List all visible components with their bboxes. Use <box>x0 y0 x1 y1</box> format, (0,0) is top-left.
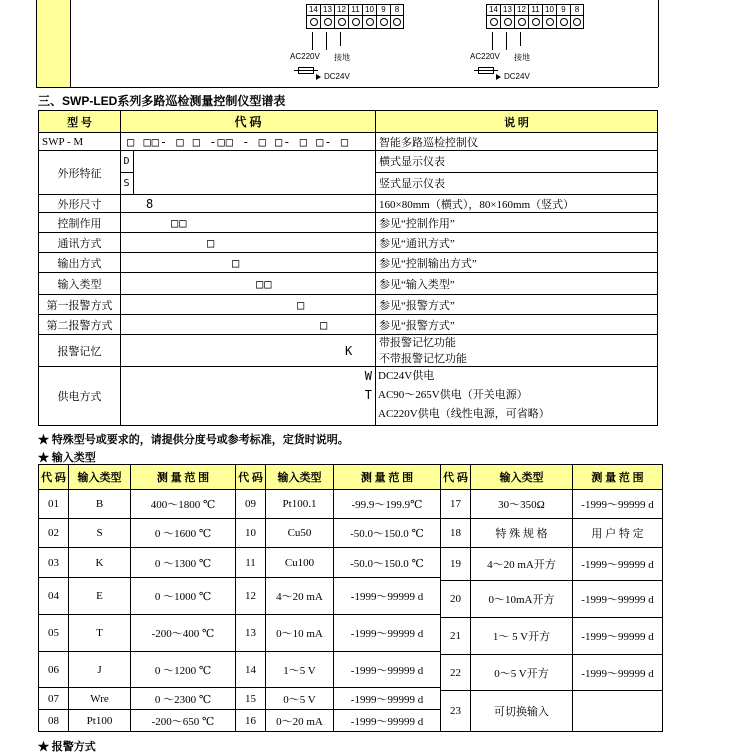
terminal-number: 14 <box>486 4 500 16</box>
cell-type: Pt100.1 <box>266 490 334 519</box>
note-alarm-type: ★ 报警方式 <box>38 741 96 753</box>
col-header-type: 输入类型 <box>266 465 334 490</box>
table-row <box>236 490 441 519</box>
cell-code: 17 <box>441 490 471 519</box>
cell-type: S <box>69 519 131 548</box>
terminal-screw-icon <box>352 18 360 26</box>
cell-type: 特 殊 规 格 <box>471 519 573 548</box>
terminal <box>528 4 542 29</box>
table-row <box>236 688 441 710</box>
table-header-row <box>441 465 663 490</box>
row-desc: 160×80mm（横式），80×160mm（竖式） <box>379 198 575 211</box>
previous-table-remnant <box>0 0 731 88</box>
ac-power-label: AC220V <box>470 52 500 61</box>
table-right-border <box>658 0 659 87</box>
desc-option: 横式显示仪表 <box>376 151 657 173</box>
table-row <box>441 581 663 618</box>
cell-code: 16 <box>236 710 266 732</box>
table-row <box>236 615 441 652</box>
terminal-strip <box>306 4 428 29</box>
terminal <box>306 4 320 29</box>
col-header-code: 代 码 <box>121 111 376 132</box>
cell-code: 23 <box>441 691 471 732</box>
row-code: □□ <box>121 213 376 232</box>
cell-range: 0 ～1200 ℃ <box>131 652 236 688</box>
table-row-comm <box>39 233 657 253</box>
row-desc <box>376 335 657 366</box>
fuse-icon <box>478 67 494 74</box>
table-row-shape <box>39 151 657 195</box>
cell-range: -1999～99999 d <box>334 652 441 688</box>
cell-range: -1999～99999 d <box>573 581 663 618</box>
row-label: 外形尺寸 <box>39 195 121 212</box>
cell-type: 4～20 mA开方 <box>471 548 573 581</box>
note-special-model: ★ 特殊型号或要求的，请提供分度号或参考标准，定货时说明。 <box>38 434 349 446</box>
terminal <box>556 4 570 29</box>
table-row-power <box>39 367 657 425</box>
wiring-diagram-1 <box>288 4 428 87</box>
cell-code: 20 <box>441 581 471 618</box>
col-header-code: 代 码 <box>441 465 471 490</box>
model-desc: 智能多路巡检控制仪 <box>379 136 478 149</box>
col-header-range: 测 量 范 围 <box>131 465 236 490</box>
terminal <box>542 4 556 29</box>
model-spec-table <box>38 110 658 426</box>
cell-type: 可切换输入 <box>471 691 573 732</box>
terminal <box>348 4 362 29</box>
table-row-control <box>39 213 657 233</box>
table-row-alarm1 <box>39 295 657 315</box>
cell-code: 04 <box>39 578 69 615</box>
col-header-range: 测 量 范 围 <box>573 465 663 490</box>
col-header-desc: 说 明 <box>504 116 529 129</box>
cell-type: 30～350Ω <box>471 490 573 519</box>
cell-range: -1999～99999 d <box>573 548 663 581</box>
cell-range: 400～1800 ℃ <box>131 490 236 519</box>
cell-range: 0 ～1300 ℃ <box>131 548 236 578</box>
table-row <box>441 618 663 655</box>
fuse-icon <box>298 67 314 74</box>
cell-code: 12 <box>236 578 266 615</box>
row-desc <box>376 367 657 425</box>
terminal-number: 13 <box>320 4 334 16</box>
terminal <box>390 4 404 29</box>
row-label: 输入类型 <box>39 273 121 294</box>
code-option: W <box>364 369 373 383</box>
table-row <box>39 548 236 578</box>
row-label: 报警记忆 <box>39 335 121 366</box>
row-label: 第二报警方式 <box>39 315 121 334</box>
desc-option: AC90～265V供电（开关电源） <box>378 389 528 401</box>
wire <box>492 32 493 50</box>
cell-code: 14 <box>236 652 266 688</box>
cell-code: 10 <box>236 519 266 548</box>
wire <box>326 32 327 50</box>
cell-code: 21 <box>441 618 471 655</box>
ground-label: 接地 <box>334 53 350 62</box>
terminal-screw-icon <box>380 18 388 26</box>
col-header-model: 型 号 <box>39 111 121 132</box>
cell-type: K <box>69 548 131 578</box>
row-code: □ <box>121 253 376 272</box>
ac-power-label: AC220V <box>290 52 320 61</box>
wire <box>340 32 341 46</box>
row-desc <box>376 151 657 194</box>
terminal-number: 11 <box>348 4 362 16</box>
table-row <box>236 578 441 615</box>
row-label: 通讯方式 <box>39 233 121 252</box>
dc-arrow-icon <box>496 74 501 80</box>
cell-type: Cu50 <box>266 519 334 548</box>
cell-code: 09 <box>236 490 266 519</box>
cell-type: Cu100 <box>266 548 334 578</box>
cell-code: 19 <box>441 548 471 581</box>
terminal-number: 12 <box>514 4 528 16</box>
table-row-model <box>39 133 657 151</box>
terminal-number: 10 <box>542 4 556 16</box>
wire <box>506 32 507 50</box>
wire <box>312 32 313 50</box>
cell-range: -1999～99999 d <box>334 710 441 732</box>
terminal-number: 9 <box>556 4 570 16</box>
col-header-type: 输入类型 <box>69 465 131 490</box>
row-label: 输出方式 <box>39 253 121 272</box>
table-row <box>441 519 663 548</box>
terminal-screw-icon <box>560 18 568 26</box>
table-row-output <box>39 253 657 273</box>
terminal-screw-icon <box>366 18 374 26</box>
cell-code: 06 <box>39 652 69 688</box>
col-header-range: 测 量 范 围 <box>334 465 441 490</box>
desc-option: 竖式显示仪表 <box>379 178 445 190</box>
terminal-number: 8 <box>570 4 584 16</box>
cell-range: -1999～99999 d <box>334 615 441 652</box>
table-row <box>236 548 441 578</box>
table-row-input <box>39 273 657 295</box>
table-row <box>441 548 663 581</box>
table-row <box>441 490 663 519</box>
code-option <box>121 405 375 424</box>
terminal-screw-icon <box>338 18 346 26</box>
table-row <box>236 519 441 548</box>
table-row <box>39 710 236 732</box>
model-name: SWP - M <box>39 133 121 150</box>
table-row <box>39 652 236 688</box>
wiring-diagram-2 <box>468 4 608 87</box>
cell-range <box>573 691 663 732</box>
cell-type: 1～ 5 V开方 <box>471 618 573 655</box>
cell-code: 13 <box>236 615 266 652</box>
terminal-screw-icon <box>518 18 526 26</box>
row-code: 8 <box>121 195 376 212</box>
cell-code: 18 <box>441 519 471 548</box>
row-code: □ <box>121 233 376 252</box>
row-desc: 参见“控制输出方式” <box>379 257 477 270</box>
table-header-row <box>236 465 441 490</box>
desc-option: 不带报警记忆功能 <box>379 352 467 365</box>
cell-range: -1999～99999 d <box>334 688 441 710</box>
terminal <box>362 4 376 29</box>
cell-range: -1999～99999 d <box>573 618 663 655</box>
terminal-number: 12 <box>334 4 348 16</box>
terminal-screw-icon <box>324 18 332 26</box>
row-label: 第一报警方式 <box>39 295 121 314</box>
cell-type: J <box>69 652 131 688</box>
row-desc: 参见“输入类型” <box>379 278 455 291</box>
row-label: 外形特征 <box>39 151 121 194</box>
cell-type: 0～5 V <box>266 688 334 710</box>
cell-type: 0～5 V开方 <box>471 655 573 691</box>
table-bottom-border <box>36 87 658 88</box>
terminal-screw-icon <box>532 18 540 26</box>
table-row <box>39 490 236 519</box>
table-row <box>39 578 236 615</box>
terminal-screw-icon <box>546 18 554 26</box>
section-heading: 三、SWP-LED系列多路巡检测量控制仪型谱表 <box>38 94 286 108</box>
cell-range: -200～400 ℃ <box>131 615 236 652</box>
cell-range: 用 户 特 定 <box>573 519 663 548</box>
table-row-alarm2 <box>39 315 657 335</box>
terminal <box>334 4 348 29</box>
terminal-screw-icon <box>573 18 581 26</box>
row-desc: 参见“报警方式” <box>379 319 455 332</box>
terminal <box>376 4 390 29</box>
terminal-strip <box>486 4 608 29</box>
table-row <box>441 691 663 732</box>
col-header-code: 代 码 <box>39 465 69 490</box>
yellow-cell <box>36 0 71 87</box>
row-code <box>121 367 376 425</box>
cell-code: 15 <box>236 688 266 710</box>
terminal-number: 11 <box>528 4 542 16</box>
dc-power-label: DC24V <box>324 72 350 81</box>
terminal-number: 13 <box>500 4 514 16</box>
terminal-number: 8 <box>390 4 404 16</box>
note-input-type: ★ 输入类型 <box>38 452 96 464</box>
cell-range: -1999～99999 d <box>334 578 441 615</box>
terminal <box>486 4 500 29</box>
terminal-number: 14 <box>306 4 320 16</box>
terminal-screw-icon <box>393 18 401 26</box>
desc-option: 带报警记忆功能 <box>379 336 456 349</box>
terminal <box>500 4 514 29</box>
table-row-size <box>39 195 657 213</box>
input-table-middle <box>235 464 441 732</box>
cell-type: 0～10mA开方 <box>471 581 573 618</box>
row-desc: 参见“报警方式” <box>379 299 455 312</box>
cell-range: 0 ～2300 ℃ <box>131 688 236 710</box>
cell-range: 0 ～1000 ℃ <box>131 578 236 615</box>
cell-type: B <box>69 490 131 519</box>
cell-type: Pt100 <box>69 710 131 732</box>
cell-type: 0～20 mA <box>266 710 334 732</box>
table-row <box>441 655 663 691</box>
input-type-tables <box>38 464 663 732</box>
code-option: S <box>121 173 134 194</box>
terminal <box>570 4 584 29</box>
row-desc: 参见“控制作用” <box>379 217 455 230</box>
terminal-screw-icon <box>310 18 318 26</box>
cell-range: -1999～99999 d <box>573 490 663 519</box>
input-table-right <box>440 464 663 732</box>
cell-code: 11 <box>236 548 266 578</box>
code-option: T <box>364 388 373 402</box>
cell-type: 4～20 mA <box>266 578 334 615</box>
cell-range: 0 ～1600 ℃ <box>131 519 236 548</box>
terminal <box>320 4 334 29</box>
row-code: □ <box>121 315 376 334</box>
dc-power-label: DC24V <box>504 72 530 81</box>
cell-code: 03 <box>39 548 69 578</box>
cell-range: -50.0～150.0 ℃ <box>334 519 441 548</box>
model-code-pattern: □ □□- □ □ -□□ - □ □- □ □- □ <box>121 133 376 150</box>
table-row <box>39 615 236 652</box>
table-row <box>39 688 236 710</box>
row-code <box>121 151 376 194</box>
cell-range: -200～650 ℃ <box>131 710 236 732</box>
cell-range: -99.9～199.9℃ <box>334 490 441 519</box>
col-header-code: 代 码 <box>236 465 266 490</box>
terminal <box>514 4 528 29</box>
row-code: □□ <box>121 273 376 294</box>
cell-type: T <box>69 615 131 652</box>
cell-code: 05 <box>39 615 69 652</box>
cell-range: -50.0～150.0 ℃ <box>334 548 441 578</box>
cell-code: 22 <box>441 655 471 691</box>
table-row <box>39 519 236 548</box>
cell-range: -1999～99999 d <box>573 655 663 691</box>
cell-type: E <box>69 578 131 615</box>
table-row <box>236 652 441 688</box>
table-header-row <box>39 465 236 490</box>
cell-code: 08 <box>39 710 69 732</box>
terminal-number: 9 <box>376 4 390 16</box>
terminal-screw-icon <box>504 18 512 26</box>
input-table-left <box>38 464 236 732</box>
table-row <box>236 710 441 732</box>
cell-type: Wre <box>69 688 131 710</box>
dc-arrow-icon <box>316 74 321 80</box>
cell-type: 0～10 mA <box>266 615 334 652</box>
terminal-screw-icon <box>490 18 498 26</box>
cell-type: 1～5 V <box>266 652 334 688</box>
cell-code: 02 <box>39 519 69 548</box>
col-header-type: 输入类型 <box>471 465 573 490</box>
cell-code: 01 <box>39 490 69 519</box>
row-label: 供电方式 <box>39 367 121 425</box>
terminal-number: 10 <box>362 4 376 16</box>
code-option: D <box>121 151 134 173</box>
row-code: □ <box>121 295 376 314</box>
wire <box>520 32 521 46</box>
row-label: 控制作用 <box>39 213 121 232</box>
table-header-row <box>39 111 657 133</box>
ground-label: 接地 <box>514 53 530 62</box>
desc-option: DC24V供电 <box>378 370 435 382</box>
cell-code: 07 <box>39 688 69 710</box>
table-row-memory <box>39 335 657 367</box>
row-desc: 参见“通讯方式” <box>379 237 455 250</box>
row-code: K <box>121 335 376 366</box>
desc-option: AC220V供电（线性电源，可省略） <box>378 408 550 420</box>
